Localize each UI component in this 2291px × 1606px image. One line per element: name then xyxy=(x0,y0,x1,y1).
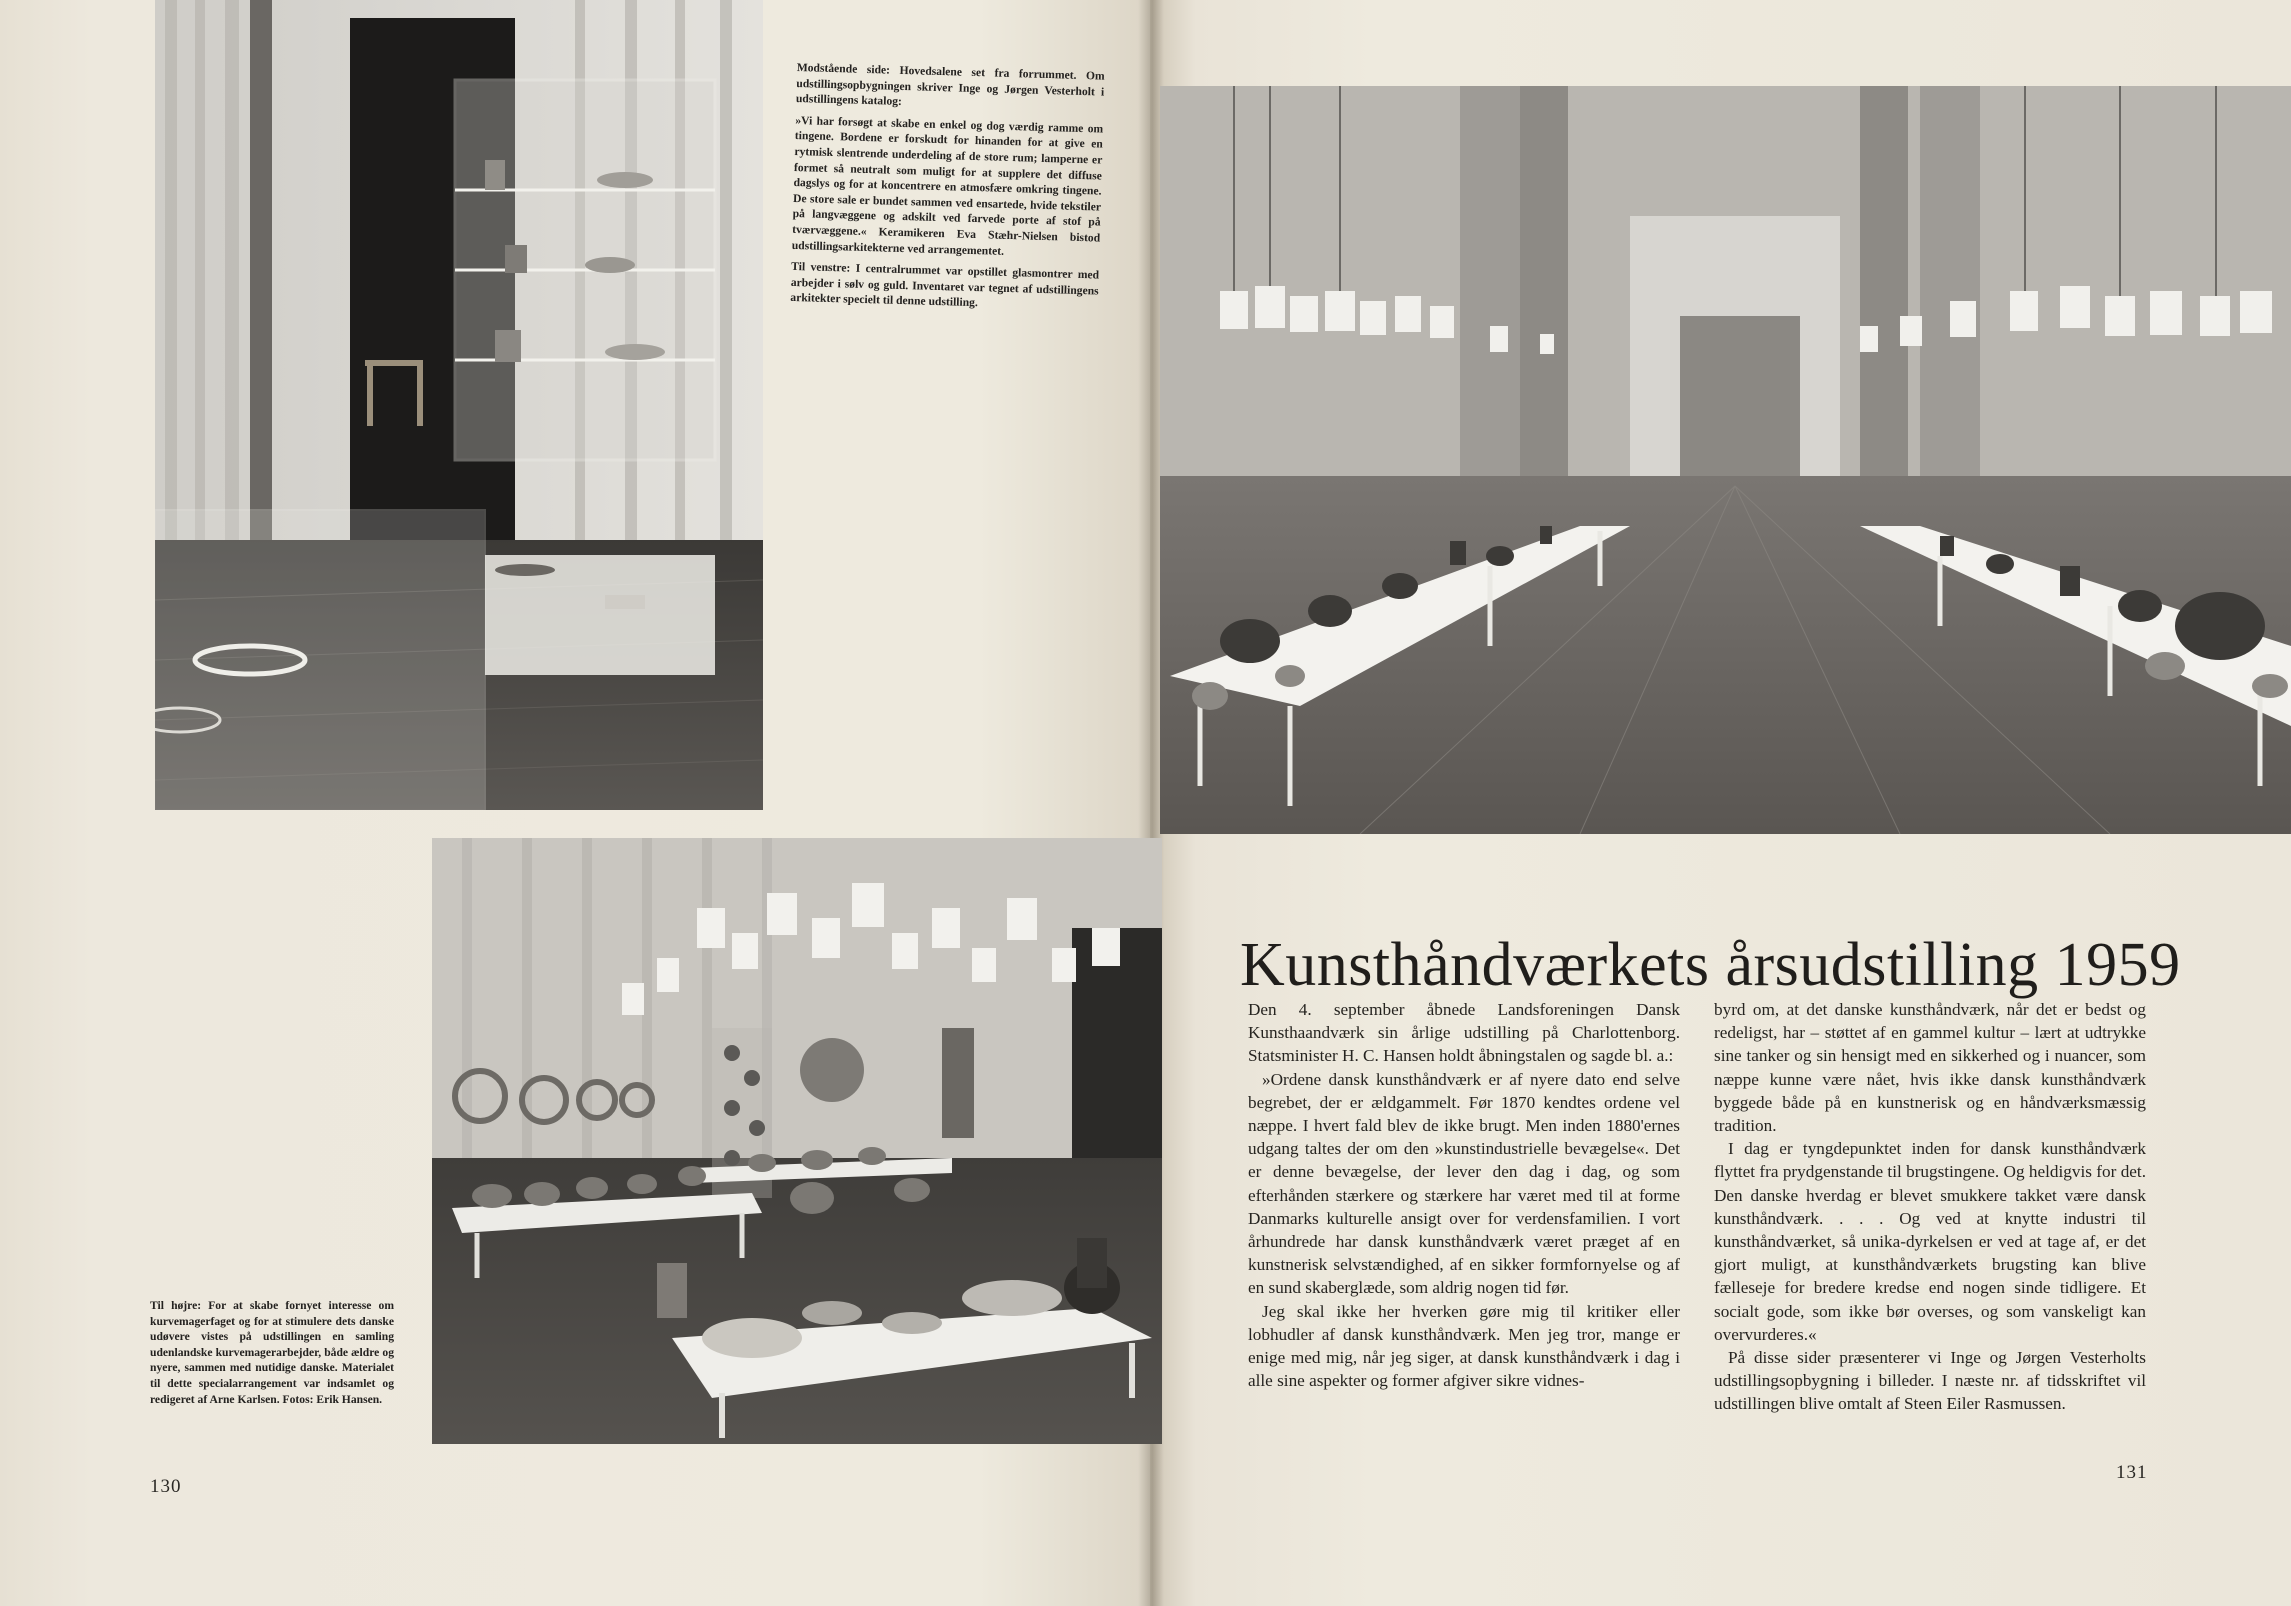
page-number-right: 131 xyxy=(2116,1462,2148,1483)
article-paragraph: Jeg skal ikke her hverken gøre mig til kritiker eller lobhudler af dansk kunsthåndværk. Men jeg tror, mange er enige med mig, når jeg siger, at dansk kunsthåndværk i dag i alle sine aspekter og former afgiver sikre vidnes- xyxy=(1248,1301,1680,1391)
caption-top-paragraph: Til venstre: I centralrummet var opstillet glasmontrer med arbejder i sølv og guld. Inventaret var tegnet af udstillingens arkitekter specielt til denne udstilling. xyxy=(790,260,1100,310)
caption-top xyxy=(790,60,1105,320)
article-column-1 xyxy=(1248,998,1680,1392)
article-paragraph: »Ordene dansk kunsthåndværk er af nyere dato end selve begrebet, der er ældgammelt. Før 1870 kendtes ordene vel næppe. I hvert fald blev de ikke brugt. Men inden 1880'ernes udgang taltes der om den »kunstindustrielle bevægelse«. Det er denne bevægelse, der lever den dag i dag, og som efterhånden stærkere og stærkere har været med til at forme Danmarks kulturelle ansigt over for verdensfamilien. I vort århundrede har dansk kunsthåndværk været præget af en kunstnerisk selvstændighed, af en sikker formfornyelse og af en sund skaberglæde, som aldrig nogen tid før. xyxy=(1248,1069,1680,1298)
photo-main-halls xyxy=(1160,86,2291,834)
photo-basketry-display xyxy=(432,838,1162,1444)
article-paragraph: Den 4. september åbnede Landsforeningen Dansk Kunsthaandværk sin årlige udstilling på Charlottenborg. Statsminister H. C. Hansen holdt åbningstalen og sagde bl. a.: xyxy=(1248,1000,1680,1066)
article-paragraph: I dag er tyngdepunktet inden for dansk kunsthåndværk flyttet fra prydgenstande til brugstingene. Og heldigvis for det. Den danske hverdag er blevet smukkere takket være dansk kunsthåndværk. . . . Og ved at knytte industri til kunsthåndværket, så unika-dyrkelsen er ved at tage af, er det gjort muligt, at kunsthåndværkets brugsting kan blive fælleseje for bredere kredse end nogen sinde tidligere. Et socialt gode, som ikke bør overses, og som vanskeligt kan overvurderes.« xyxy=(1714,1139,2146,1344)
article-paragraph: På disse sider præsenterer vi Inge og Jørgen Vesterholts udstillingsopbygning i billeder. I næste nr. af tidsskriftet vil udstillingen blive omtalt af Steen Eiler Rasmussen. xyxy=(1714,1348,2146,1414)
caption-bottom-paragraph: Til højre: For at skabe fornyet interesse om kurvemagerfaget og for at stimulere dets danske udøvere vistes på udstillingen en samling udenlandske kurvemagerarbejder, både ældre og nyere, sammen med nutidige danske. Materialet til dette specialarrangement var indsamlet og redigeret af Arne Karlsen. Fotos: Erik Hansen. xyxy=(150,1299,394,1406)
page-number-left: 130 xyxy=(150,1476,182,1497)
article-column-2 xyxy=(1714,998,2146,1416)
article-paragraph: byrd om, at det danske kunsthåndværk, når det er bedst og redeligst, har – støttet af en gammel kultur – lært at udtrykke sine tanker og sin hensigt med en sikkerhed og i nuancer, som næppe kunne være nået, hvis ikke dansk kunsthåndværk byggede både på en kunstnerisk og en håndværksmæssig tradition. xyxy=(1714,1000,2146,1136)
caption-bottom xyxy=(150,1298,394,1413)
article-title: Kunsthåndværkets årsudstilling 1959 xyxy=(1240,930,2181,999)
photo-glass-showcase xyxy=(155,0,763,810)
caption-top-paragraph: »Vi har forsøgt at skabe en enkel og dog værdig ramme om tingene. Bordene er forskudt for hinanden for at give en rytmisk slentrende underdeling af de store rum; lamperne er formet så neutralt som muligt for at supplere det diffuse dagslys og for at koncentrere en atmosfære omkring tingene. De store sale er bundet sammen ved ensartede, hvide tekstiler på langvæggene og adskilt ved farvede porte af stof på tværvæggene.« Keramikeren Eva Stæhr-Nielsen bistod udstillingsarkitekterne ved arrangementet. xyxy=(791,113,1104,258)
caption-top-paragraph: Modstående side: Hovedsalene set fra forrummet. Om udstillingsopbygningen skriver Inge og Jørgen Vesterholt i udstillingens katalog: xyxy=(795,60,1105,109)
